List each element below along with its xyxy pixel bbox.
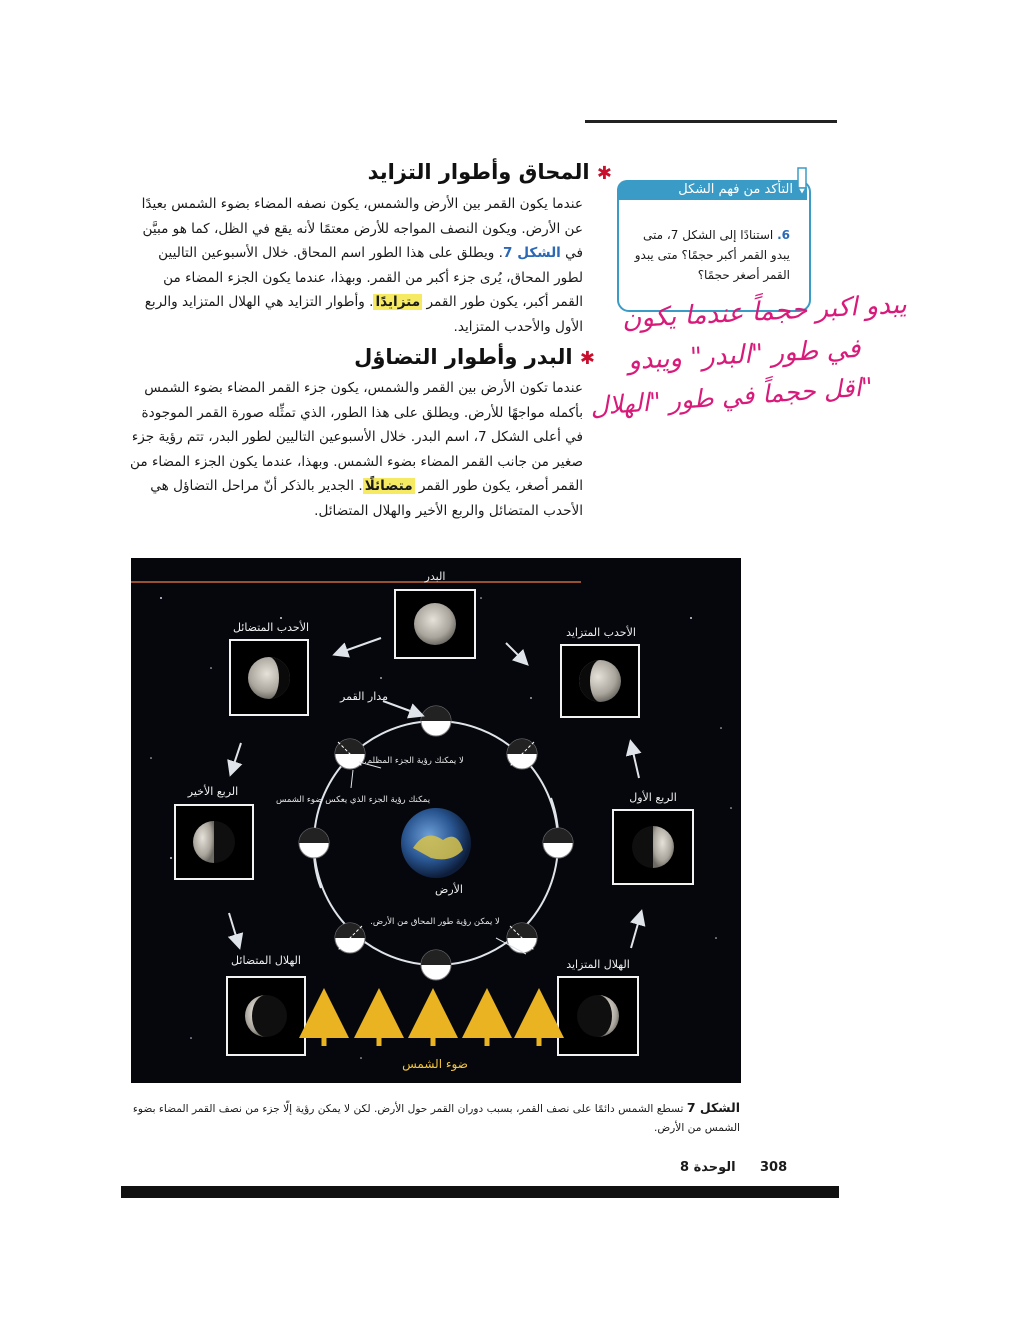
full-moon-image — [414, 603, 456, 645]
label-full-moon: البدر — [424, 570, 446, 583]
term-waning: متضائلًا — [364, 478, 413, 494]
section2-text-b: . الجدير بالذكر أنّ مراحل التضاؤل هي الأحدب المتضائل والربع الأخير والهلال المتضائل. — [150, 478, 583, 519]
section2-paragraph — [130, 376, 583, 523]
sunlight-arrows — [324, 1013, 539, 1046]
top-rule — [585, 120, 837, 123]
section2-heading — [354, 345, 595, 369]
label-waxing-gibbous: الأحدب المتزايد — [566, 626, 636, 639]
waning-crescent-image — [245, 995, 287, 1037]
label-waning-gibbous: الأحدب المتضائل — [232, 621, 310, 634]
star-icon: ✱ — [579, 348, 595, 369]
label-earth: الأرض — [435, 883, 463, 896]
label-first-quarter: الربع الأول — [629, 791, 677, 804]
label-orbit: مدار القمر — [340, 690, 388, 703]
note-can-see-reflect: يمكنك رؤية الجزء الذي يعكس ضوء الشمس — [275, 795, 431, 805]
moon-phases-figure — [131, 558, 741, 1083]
star-icon: ✱ — [596, 163, 612, 184]
section1-text-b: . ويطلق على هذا الطور اسم المحاق. خلال الأسبوعين التاليين لطور المحاق، يُرى جزء أكبر من القمر. وبهذا، عندما يكون الجزء المضاء من القمر أكبر، يكون طور القمر — [158, 245, 583, 310]
note-cannot-see-dark: لا يمكنك رؤية الجزء المظلم. — [364, 756, 464, 766]
pencil-icon — [794, 166, 810, 196]
moon-phases-diagram — [131, 558, 741, 1083]
question-number: 6. — [777, 228, 790, 242]
term-waxing: متزايدًا — [375, 294, 421, 310]
figure-caption — [128, 1098, 740, 1138]
section2-title: البدر وأطوار التضاؤل — [354, 345, 573, 369]
label-last-quarter: الربع الأخير — [187, 785, 239, 798]
bottom-bar — [121, 1186, 839, 1198]
label-sunlight: ضوء الشمس — [402, 1057, 468, 1071]
page-number: 308 — [760, 1160, 788, 1175]
unit-label: الوحدة 8 — [680, 1160, 736, 1175]
section2-text-a: عندما تكون الأرض بين القمر والشمس، يكون جزء القمر المضاء بضوء الشمس بأكمله مواجهًا للأرض. ويطلق على هذا الطور، الذي تمثِّله صورة القمر الموجودة في أعلى الشكل 7، اسم البدر. خلال الأسبوعين التاليين لطور البدر، تتم رؤية جزء صغير من جانب القمر المضاء بضوء الشمس. وبهذا، عندما يكون الجزء المضاء من القمر أصغر، يكون طور القمر — [130, 380, 583, 494]
figure-check-question — [628, 225, 790, 285]
label-waxing-crescent: الهلال المتزايد — [566, 958, 630, 971]
section1-heading — [367, 160, 612, 184]
handwritten-answer-line3: اقل حجماً في طور "الهلال" — [589, 372, 874, 421]
question-text: استنادًا إلى الشكل 7، متى يبدو القمر أكبر حجمًا؟ متى يبدو القمر أصغر حجمًا؟ — [634, 228, 790, 282]
note-new-moon: لا يمكن رؤية طور المحاق من الأرض. — [370, 917, 500, 927]
caption-label: الشكل 7 — [686, 1100, 740, 1115]
figure-check-heading: التأكد من فهم الشكل — [617, 180, 807, 200]
section1-paragraph — [130, 192, 583, 339]
caption-text: تسطع الشمس دائمًا على نصف القمر، بسبب دوران القمر حول الأرض. لكن لا يمكن رؤية إلّا جزء من نصف القمر المضاء بضوء الشمس من الأرض. — [132, 1103, 740, 1134]
last-quarter-image — [193, 821, 235, 863]
handwritten-answer-line1: يبدو اكبر حجماً عندما يكون — [621, 289, 908, 335]
waxing-crescent-image — [577, 995, 619, 1037]
handwritten-answer-line2: في طور "البدر" ويبدو — [627, 333, 862, 377]
section1-title: المحاق وأطوار التزايد — [367, 160, 590, 184]
section1-text-c: . وأطوار التزايد هي الهلال المتزايد والربع الأول والأحدب المتزايد. — [144, 294, 583, 335]
label-waning-crescent: الهلال المتضائل — [231, 954, 301, 967]
figure-reference: الشكل 7 — [503, 245, 561, 261]
waxing-gibbous-image — [579, 660, 621, 702]
section1-text-a: عندما يكون القمر بين الأرض والشمس، يكون نصفه المضاء بضوء الشمس بعيدًا عن الأرض. ويكون النصف المواجه للأرض معتمًا لأنه يقع في الظل، كما هو مبيَّن في — [141, 196, 583, 261]
first-quarter-image — [632, 826, 674, 868]
waning-gibbous-image — [248, 657, 290, 699]
